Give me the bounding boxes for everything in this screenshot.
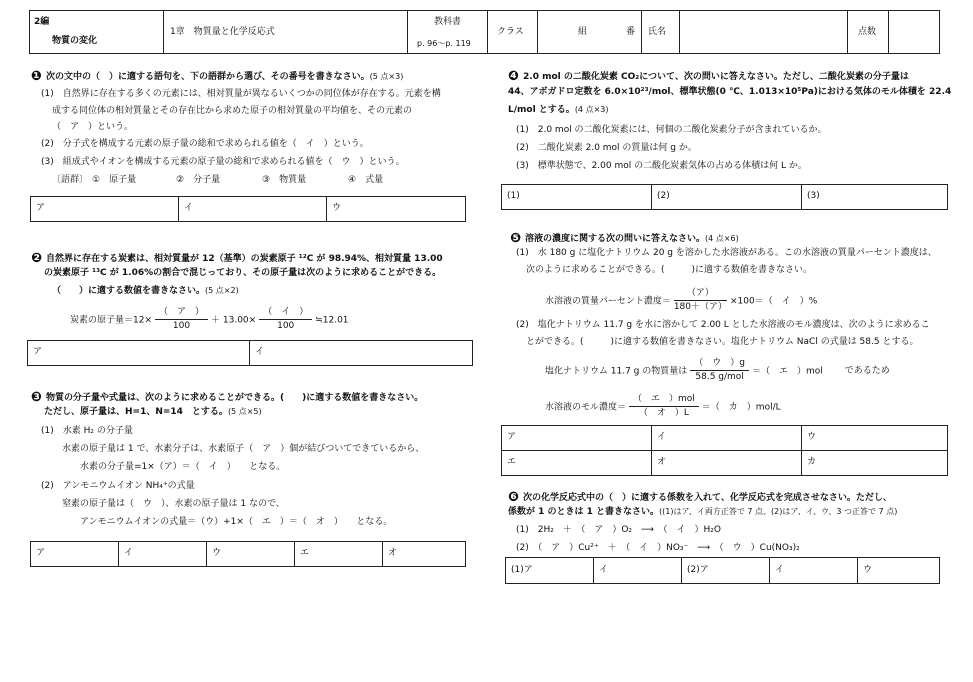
q2-answer-table: [27, 340, 473, 366]
q1-choices-label: 〔語群〕: [52, 175, 89, 185]
q5-part1-line1: (1) 水 180 g に塩化ナトリウム 20 g を溶かした水溶液がある。この水溶液の質量パーセント濃度は、: [516, 248, 937, 258]
q5-equation-3: [545, 394, 781, 420]
q2-answer-a[interactable]: ア: [28, 341, 250, 366]
score-input-cell[interactable]: [889, 11, 939, 53]
q5-eq3-numerator: （ エ ）mol: [629, 394, 699, 407]
q6-answer-2u[interactable]: ウ: [858, 558, 940, 584]
q6-answer-1i[interactable]: イ: [594, 558, 682, 584]
question-4-points: (4 点×3): [574, 105, 609, 114]
q2-frac2-numerator: （ イ ）: [259, 307, 312, 320]
question-2-line2: の炭素原子 ¹³C が 1.06%の割合で混じっており、その原子量は次のように求めることができる。: [44, 268, 442, 278]
q2-frac1-denominator: 100: [172, 321, 191, 332]
question-5-number: ❺: [510, 231, 522, 246]
q5-eq2-mid: ＝（ エ ）mol: [751, 366, 823, 377]
q1-answer-a[interactable]: ア: [31, 197, 179, 222]
question-1-number: ❶: [31, 69, 43, 84]
question-3-line2: ただし、原子量は、H=1、N=14 とする。: [44, 407, 228, 417]
q5-answer-o[interactable]: オ: [652, 451, 802, 476]
ban-label: 番: [626, 27, 636, 37]
question-3-number: ❸: [31, 390, 43, 405]
q5-equation-2: [545, 358, 890, 384]
q6-answer-2i[interactable]: イ: [770, 558, 858, 584]
q1-statement-1-end: （ ア ）という。: [52, 122, 134, 132]
q4-statement-1: (1) 2.0 mol の二酸化炭素には、何個の二酸化炭素分子が含まれているか。: [516, 125, 827, 135]
q3-answer-a[interactable]: ア: [31, 542, 119, 567]
q3-part2-line2: アンモニウムイオンの式量＝（ウ）+1×（ エ ）＝（ オ ） となる。: [80, 517, 393, 527]
q5-eq2-prefix: 塩化ナトリウム 11.7 g の物質量は: [545, 366, 688, 377]
q2-equation: [70, 307, 349, 333]
q2-fraction-1: [155, 307, 208, 333]
q5-eq2-numerator: （ ウ ）g: [690, 358, 749, 371]
q1-answer-table: [30, 196, 466, 222]
q1-choice-2: ② 分子量: [176, 175, 221, 185]
q6-answer-table: [505, 557, 940, 584]
header-table: [29, 10, 940, 54]
q5-answer-u[interactable]: ウ: [802, 426, 948, 451]
q1-statement-1-cont: 成する同位体の相対質量とその存在比から求めた原子の相対質量の平均値を、その元素の: [52, 106, 413, 116]
name-label: 氏名: [648, 27, 667, 37]
q3-answer-u[interactable]: ウ: [207, 542, 295, 567]
q2-eq-prefix: 炭素の原子量＝12×: [70, 315, 152, 326]
q1-answer-u[interactable]: ウ: [327, 197, 466, 222]
q4-answer-1[interactable]: (1): [502, 185, 652, 210]
q3-part2-title: (2) アンモニウムイオン NH₄⁺の式量: [41, 481, 195, 491]
q5-answer-e[interactable]: エ: [502, 451, 652, 476]
q1-statement-3: (3) 組成式やイオンを構成する元素の原子量の総和で求められる値を（ ウ ）という。: [41, 157, 405, 167]
question-1-prompt: 次の文中の（ ）に適する語句を、下の語群から選び、その番号を書きなさい。: [46, 72, 370, 82]
class-label: クラス: [497, 27, 524, 37]
question-2-points: (5 点×2): [205, 286, 239, 295]
name-input-cell[interactable]: [680, 11, 848, 53]
q3-answer-table: [30, 541, 466, 567]
q4-answer-table: [501, 184, 948, 210]
question-4-line3: L/mol とする。: [508, 105, 575, 115]
q5-eq3-denominator: （ オ ）L: [638, 408, 689, 419]
question-6-note: ((1)はア、イ両方正答で 7 点、(2)はア、イ、ウ、3 つ正答で 7 点): [659, 507, 898, 516]
q5-part1-line2: 次のように求めることができる。( )に適する数値を書きなさい。: [526, 265, 813, 275]
score-label-cell: [848, 11, 889, 53]
q2-fraction-2: [259, 307, 312, 333]
q5-eq3-prefix: 水溶液のモル濃度＝: [545, 402, 627, 413]
q1-statement-1: (1) 自然界に存在する多くの元素には、相対質量が異なるいくつかの同位体が存在する。元素を構: [41, 89, 441, 99]
textbook-label: 教科書: [434, 17, 462, 27]
q3-part1-line2: 水素の分子量=1×（ア）＝（ イ ） となる。: [80, 462, 286, 472]
q5-eq2-fraction: [690, 358, 749, 384]
q5-equation-1: [545, 288, 817, 314]
chapter-cell: [164, 11, 408, 53]
q5-eq1-suffix: ×100＝（ イ ）%: [730, 296, 818, 307]
q3-part1-line1: 水素の原子量は 1 で、水素分子は、水素原子（ ア ）個が結びついてできているから、: [62, 444, 425, 454]
q3-answer-e[interactable]: エ: [295, 542, 383, 567]
q5-answer-ka[interactable]: カ: [802, 451, 948, 476]
q4-statement-2: (2) 二酸化炭素 2.0 mol の質量は何 g か。: [516, 143, 697, 153]
q6-reaction-1: (1) 2H₂ ＋ （ ア ）O₂ ⟶ （ イ ）H₂O: [516, 525, 721, 535]
q3-part1-title: (1) 水素 H₂ の分子量: [41, 426, 133, 436]
q1-statement-2: (2) 分子式を構成する元素の原子量の総和で求められる値を（ イ ）という。: [41, 139, 369, 149]
q6-answer-2a[interactable]: (2)ア: [682, 558, 770, 584]
q5-eq3-fraction: [629, 394, 699, 420]
question-6-line1: 次の化学反応式中の（ ）に適する係数を入れて、化学反応式を完成させなさい。ただし、: [523, 493, 892, 503]
question-2-line1: 自然界に存在する炭素は、相対質量が 12（基準）の炭素原子 ¹²C が 98.94%、相対質量 13.00: [46, 254, 443, 264]
q3-part2-line1: 窒素の原子量は（ ウ ）、水素の原子量は 1 なので、: [62, 499, 285, 509]
q3-answer-o[interactable]: オ: [383, 542, 466, 567]
q2-eq-suffix: ≒12.01: [315, 315, 349, 326]
unit-number: 2編: [34, 17, 50, 27]
question-1-points: (5 点×3): [369, 72, 404, 81]
class-input-cell[interactable]: [538, 11, 642, 53]
q5-eq2-denominator: 58.5 g/mol: [695, 372, 744, 383]
unit-title: 物質の変化: [52, 36, 98, 46]
q4-answer-3[interactable]: (3): [802, 185, 948, 210]
question-6-number: ❻: [508, 490, 520, 505]
q1-choice-4: ④ 式量: [348, 175, 384, 185]
q1-choice-1: ① 原子量: [92, 175, 137, 185]
q5-eq3-suffix: ＝（ カ ）mol/L: [701, 402, 781, 413]
question-2-number: ❷: [31, 251, 43, 266]
question-6-line2: 係数が 1 のときは 1 と書きなさい。: [508, 507, 660, 517]
q2-frac2-denominator: 100: [277, 321, 295, 332]
question-5-line1: 溶液の濃度に関する次の問いに答えなさい。: [525, 234, 706, 244]
textbook-pages: p. 96〜p. 119: [417, 39, 471, 48]
q2-answer-i[interactable]: イ: [250, 341, 473, 366]
textbook-cell: [408, 11, 488, 53]
q5-eq1-numerator: （ア）: [674, 288, 727, 301]
unit-cell: [30, 11, 164, 53]
q5-eq1-fraction: [674, 288, 727, 314]
name-label-cell: [642, 11, 680, 53]
q2-frac1-numerator: （ ア ）: [155, 307, 208, 320]
question-4-line1: 2.0 mol の二酸化炭素 CO₂について、次の問いに答えなさい。ただし、二酸化炭素の分子量は: [523, 72, 909, 82]
q5-eq2-suffix: であるため: [844, 366, 890, 377]
question-5-points: (4 点×6): [705, 234, 739, 243]
q4-statement-3: (3) 標準状態で、2.00 mol の二酸化炭素気体の占める体積は何 L か。: [516, 161, 807, 171]
q5-eq1-prefix: 水溶液の質量パーセント濃度＝: [545, 296, 671, 307]
q1-answer-i[interactable]: イ: [179, 197, 327, 222]
question-2-line3: （ ）に適する数値を書きなさい。: [52, 286, 206, 296]
q5-answer-i[interactable]: イ: [652, 426, 802, 451]
score-label: 点数: [858, 27, 877, 37]
class-label-cell: [488, 11, 538, 53]
q5-answer-table: [501, 425, 948, 476]
q5-part2-line1: (2) 塩化ナトリウム 11.7 g を水に溶かして 2.00 L とした水溶液のモル濃度は、次のように求めるこ: [516, 320, 930, 330]
q5-part2-line2: とができる。( )に適する数値を書きなさい。塩化ナトリウム NaCl の式量は 58.5 とする。: [526, 337, 919, 347]
question-4-line2: 44、アボガドロ定数を 6.0×10²³/mol、標準状態(0 ℃、1.013×10⁵Pa)における気体のモル体積を 22.4: [508, 87, 952, 97]
question-4-number: ❹: [508, 69, 520, 84]
question-3-points: (5 点×5): [227, 407, 262, 416]
question-3-line1: 物質の分子量や式量は、次のように求めることができる。( )に適する数値を書きなさい。: [46, 393, 424, 403]
q3-answer-i[interactable]: イ: [119, 542, 207, 567]
q1-choice-3: ③ 物質量: [262, 175, 307, 185]
q6-reaction-2: (2) （ ア ）Cu²⁺ ＋ （ イ ）NO₃⁻ ⟶ （ ウ ）Cu(NO₃)₂: [516, 543, 800, 553]
kumi-label: 組: [578, 27, 588, 37]
q5-eq1-denominator: 180＋（ア）: [673, 302, 728, 313]
chapter-title: 1章 物質量と化学反応式: [170, 27, 275, 37]
q4-answer-2[interactable]: (2): [652, 185, 802, 210]
q5-answer-a[interactable]: ア: [502, 426, 652, 451]
q6-answer-1a[interactable]: (1)ア: [506, 558, 594, 584]
q2-eq-mid: ＋ 13.00×: [211, 315, 257, 326]
